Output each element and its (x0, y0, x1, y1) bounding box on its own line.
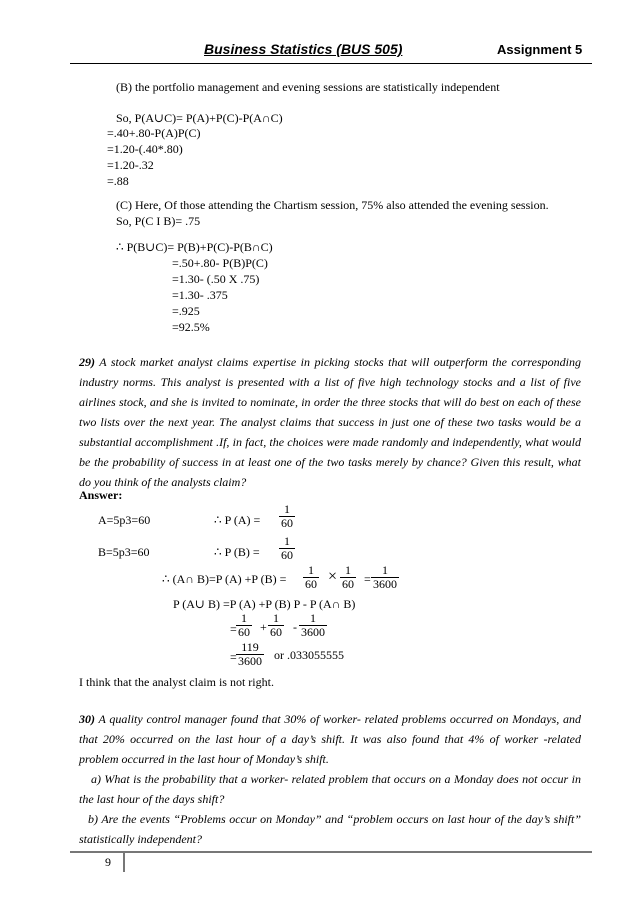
union-result: $\frac{119}{3600}$ (238, 640, 262, 668)
assignment-label: Assignment 5 (497, 42, 583, 57)
question-30 (79, 709, 581, 769)
partb-step: =1.20-(.40*.80) (107, 142, 183, 156)
intersection-frac-a: $\frac{1}{60}$ (305, 563, 317, 591)
question-30-part-b: b) Are the events “Problems occur on Monday” and “problem occurs on last hour of the day’s shift” statistically independent? (79, 812, 581, 846)
union-frac-b: $\frac{1}{60}$ (270, 611, 282, 639)
partb-step: =.88 (107, 174, 129, 188)
partb-step: =.40+.80-P(A)P(C) (107, 126, 201, 140)
header-rule (70, 63, 592, 64)
partc-step: =.925 (172, 304, 200, 318)
answer-label: Answer: (79, 488, 123, 502)
intersection-label: ∴ (A∩ B)=P (A) +P (B) = (162, 572, 287, 586)
question-29-text: A stock market analyst claims expertise in picking stocks that will outperform the corresponding industry norms. This analyst is presented with a list of five high technology stocks and a list of five airlines stock, and she is invited to nominate, in order the three stocks that will do best on each of these two lists over the next year. The analyst claims that success in just one of these two tasks would be a substantial accomplishment .If, in fact, the choices were made randomly and independently, what would be the probability of success in at least one of the two tasks merely by chance? Given this result, what do you think of the analysts claim? (79, 355, 581, 489)
question-29 (79, 352, 581, 492)
question-30-number: 30) (79, 712, 95, 726)
a-permutation: A=5p3=60 (98, 513, 151, 527)
union-frac-a: $\frac{1}{60}$ (238, 611, 250, 639)
partb-step: =1.20-.32 (107, 158, 154, 172)
decimal-result: or .033055555 (274, 648, 344, 662)
b-permutation: B=5p3=60 (98, 545, 150, 559)
pa-fraction: $\frac{1}{60}$ (281, 502, 293, 530)
plus-sign: + (260, 620, 267, 634)
question-30-part-a: a) What is the probability that a worker- related problem that occurs on a Monday does not occur in the last hour of the days shift? (79, 772, 581, 806)
intersection-result: $\frac{1}{3600}$ (373, 563, 397, 591)
footer-rule (70, 851, 592, 853)
intersection-frac-b: $\frac{1}{60}$ (342, 563, 354, 591)
union-frac-c: $\frac{1}{3600}$ (301, 611, 325, 639)
question-30-text: A quality control manager found that 30% of worker- related problems occurred on Mondays, and that 20% occurred on the last hour of a day’s shift. It was also found that 4% of worker -related problem occurred in the last hour of Monday’s shift. (79, 712, 581, 766)
partc-step: =1.30- .375 (172, 288, 228, 302)
pb-fraction: $\frac{1}{60}$ (281, 534, 293, 562)
page-number: 9 (105, 855, 111, 869)
union-line: P (A∪ B) =P (A) +P (B) P - P (A∩ B) (173, 597, 356, 611)
conclusion: I think that the analyst claim is not right. (79, 675, 274, 689)
partc-therefore-line: ∴ P(B∪C)= P(B)+P(C)-P(B∩C) (116, 240, 273, 254)
pa-label: ∴ P (A) = (214, 513, 261, 527)
pb-label: ∴ P (B) = (214, 545, 260, 559)
partc-so-line: So, P(C I B)= .75 (116, 214, 201, 228)
equals-sign: = (230, 650, 237, 664)
page-number-divider (123, 852, 125, 872)
minus-sign: - (293, 620, 297, 634)
times-sign: × (328, 568, 338, 585)
equals-sign: = (230, 622, 237, 636)
partc-step: =92.5% (172, 320, 210, 334)
partc-step: =1.30- (.50 X .75) (172, 272, 260, 286)
partb-heading: (B) the portfolio management and evening sessions are statistically independent (116, 80, 500, 94)
partb-so-line: So, P(A∪C)= P(A)+P(C)-P(A∩C) (116, 111, 283, 125)
course-title: Business Statistics (BUS 505) (204, 41, 403, 57)
question-29-number: 29) (79, 355, 95, 369)
partc-heading: (C) Here, Of those attending the Chartism session, 75% also attended the evening session. (116, 198, 549, 212)
partc-step: =.50+.80- P(B)P(C) (172, 256, 268, 270)
equals-sign: = (364, 572, 371, 586)
